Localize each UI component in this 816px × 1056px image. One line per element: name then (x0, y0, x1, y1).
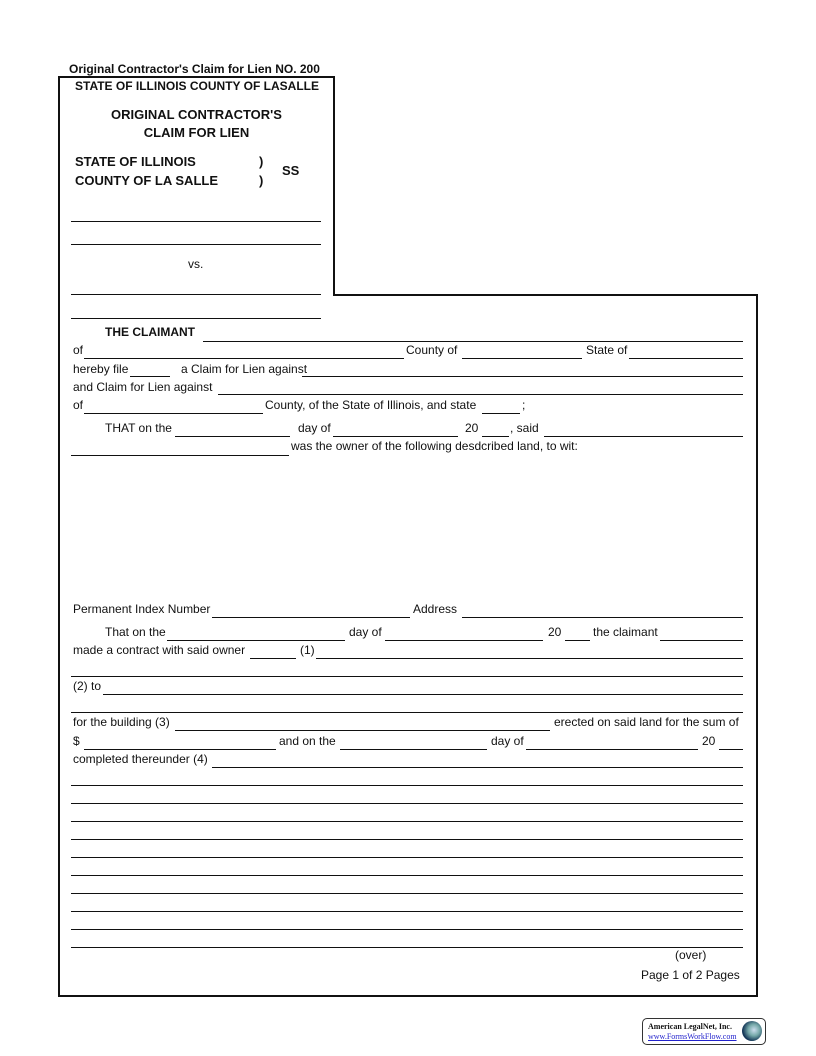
completion-day-field[interactable] (340, 749, 487, 750)
month-field[interactable] (333, 436, 458, 437)
defendant-line[interactable] (71, 294, 321, 295)
blank-line[interactable] (71, 803, 743, 804)
completion-month-field[interactable] (526, 749, 698, 750)
caption-title: ORIGINAL CONTRACTOR'S (111, 107, 282, 122)
contract-field[interactable] (71, 676, 743, 677)
year-prefix: 20 (702, 734, 716, 748)
jurisdiction: STATE OF ILLINOIS COUNTY OF LASALLE (75, 79, 319, 93)
that-on-label: That on the (105, 625, 166, 639)
claim-against-label: a Claim for Lien against (181, 362, 308, 376)
hereby-file-label: hereby file (73, 362, 129, 376)
work-field[interactable] (71, 712, 743, 713)
completion-year-field[interactable] (719, 749, 743, 750)
county-field-2[interactable] (84, 413, 263, 414)
vs-label: vs. (188, 257, 204, 271)
made-contract-label: made a contract with said owner (73, 643, 246, 657)
form-title: Original Contractor's Claim for Lien NO. 200 (69, 62, 320, 76)
note-2: (2) to (73, 679, 102, 693)
dollar-sign: $ (73, 734, 80, 748)
paren: ) (259, 154, 264, 169)
contract-year-field[interactable] (565, 640, 590, 641)
claimant-label: THE CLAIMANT (105, 325, 195, 339)
owner-text: was the owner of the following desdcribed land, to wit: (291, 439, 578, 453)
year-field[interactable] (482, 436, 509, 437)
completed-label: completed thereunder (4) (73, 752, 208, 766)
that-on-label: THAT on the (105, 421, 172, 435)
and-claim-label: and Claim for Lien against (73, 380, 213, 394)
blank-line[interactable] (71, 821, 743, 822)
county-field[interactable] (462, 358, 582, 359)
border (756, 294, 758, 997)
border (58, 76, 60, 997)
contract-day-field[interactable] (167, 640, 345, 641)
blank-line[interactable] (71, 875, 743, 876)
blank-line[interactable] (71, 857, 743, 858)
year-prefix: 20 (465, 421, 479, 435)
blank-line[interactable] (71, 785, 743, 786)
owner-field-2[interactable] (71, 455, 289, 456)
claimant-field-2[interactable] (660, 640, 743, 641)
of-label: of (73, 398, 84, 412)
year-prefix: 20 (548, 625, 562, 639)
claimant-field[interactable] (203, 341, 743, 342)
owner-field[interactable] (544, 436, 743, 437)
blank-line[interactable] (71, 947, 743, 948)
hereby-file-field[interactable] (130, 376, 170, 377)
city-field[interactable] (84, 358, 404, 359)
state-field-2[interactable] (482, 413, 520, 414)
over-label: (over) (675, 948, 707, 962)
county-of-label: County of (406, 343, 458, 357)
claim-against-field[interactable] (302, 376, 743, 377)
paren: ) (259, 173, 264, 188)
state-field[interactable] (629, 358, 743, 359)
address-field[interactable] (462, 617, 743, 618)
contract-field[interactable] (316, 658, 743, 659)
logo-url[interactable]: www.FormsWorkFlow.com (648, 1032, 737, 1041)
state-of-label: State of (586, 343, 628, 357)
border (333, 294, 758, 296)
building-label: for the building (3) (73, 715, 170, 729)
building-field[interactable] (175, 730, 550, 731)
the-claimant-label: the claimant (593, 625, 658, 639)
ss-label: SS (282, 163, 300, 178)
defendant-line[interactable] (71, 318, 321, 319)
address-label: Address (413, 602, 458, 616)
plaintiff-line[interactable] (71, 221, 321, 222)
globe-icon (742, 1021, 762, 1041)
and-claim-field[interactable] (218, 394, 743, 395)
said-label: , said (510, 421, 539, 435)
contract-type-field[interactable] (250, 658, 296, 659)
completed-field[interactable] (212, 767, 743, 768)
plaintiff-line[interactable] (71, 244, 321, 245)
border (58, 995, 758, 997)
contract-month-field[interactable] (385, 640, 543, 641)
day-of-label: day of (491, 734, 524, 748)
note-1: (1) (300, 643, 315, 657)
caption-title: CLAIM FOR LIEN (143, 125, 250, 140)
blank-line[interactable] (71, 839, 743, 840)
border (58, 76, 335, 78)
county-label: COUNTY OF LA SALLE (75, 173, 218, 188)
logo-name: American LegalNet, Inc. (648, 1022, 732, 1031)
border (333, 76, 335, 296)
erected-label: erected on said land for the sum of (554, 715, 739, 729)
blank-line[interactable] (71, 893, 743, 894)
publisher-logo[interactable] (642, 1018, 766, 1045)
sum-field[interactable] (84, 749, 276, 750)
and-on-label: and on the (279, 734, 336, 748)
blank-line[interactable] (71, 929, 743, 930)
blank-line[interactable] (71, 911, 743, 912)
semicolon: ; (522, 398, 526, 412)
of-label: of (73, 343, 84, 357)
day-of-label: day of (298, 421, 331, 435)
day-of-label: day of (349, 625, 382, 639)
state-label: STATE OF ILLINOIS (75, 154, 196, 169)
work-field[interactable] (103, 694, 743, 695)
county-state-label: County, of the State of Illinois, and state (265, 398, 477, 412)
page-number: Page 1 of 2 Pages (641, 968, 740, 982)
day-field[interactable] (175, 436, 290, 437)
pin-label: Permanent Index Number (73, 602, 211, 616)
pin-field[interactable] (212, 617, 410, 618)
